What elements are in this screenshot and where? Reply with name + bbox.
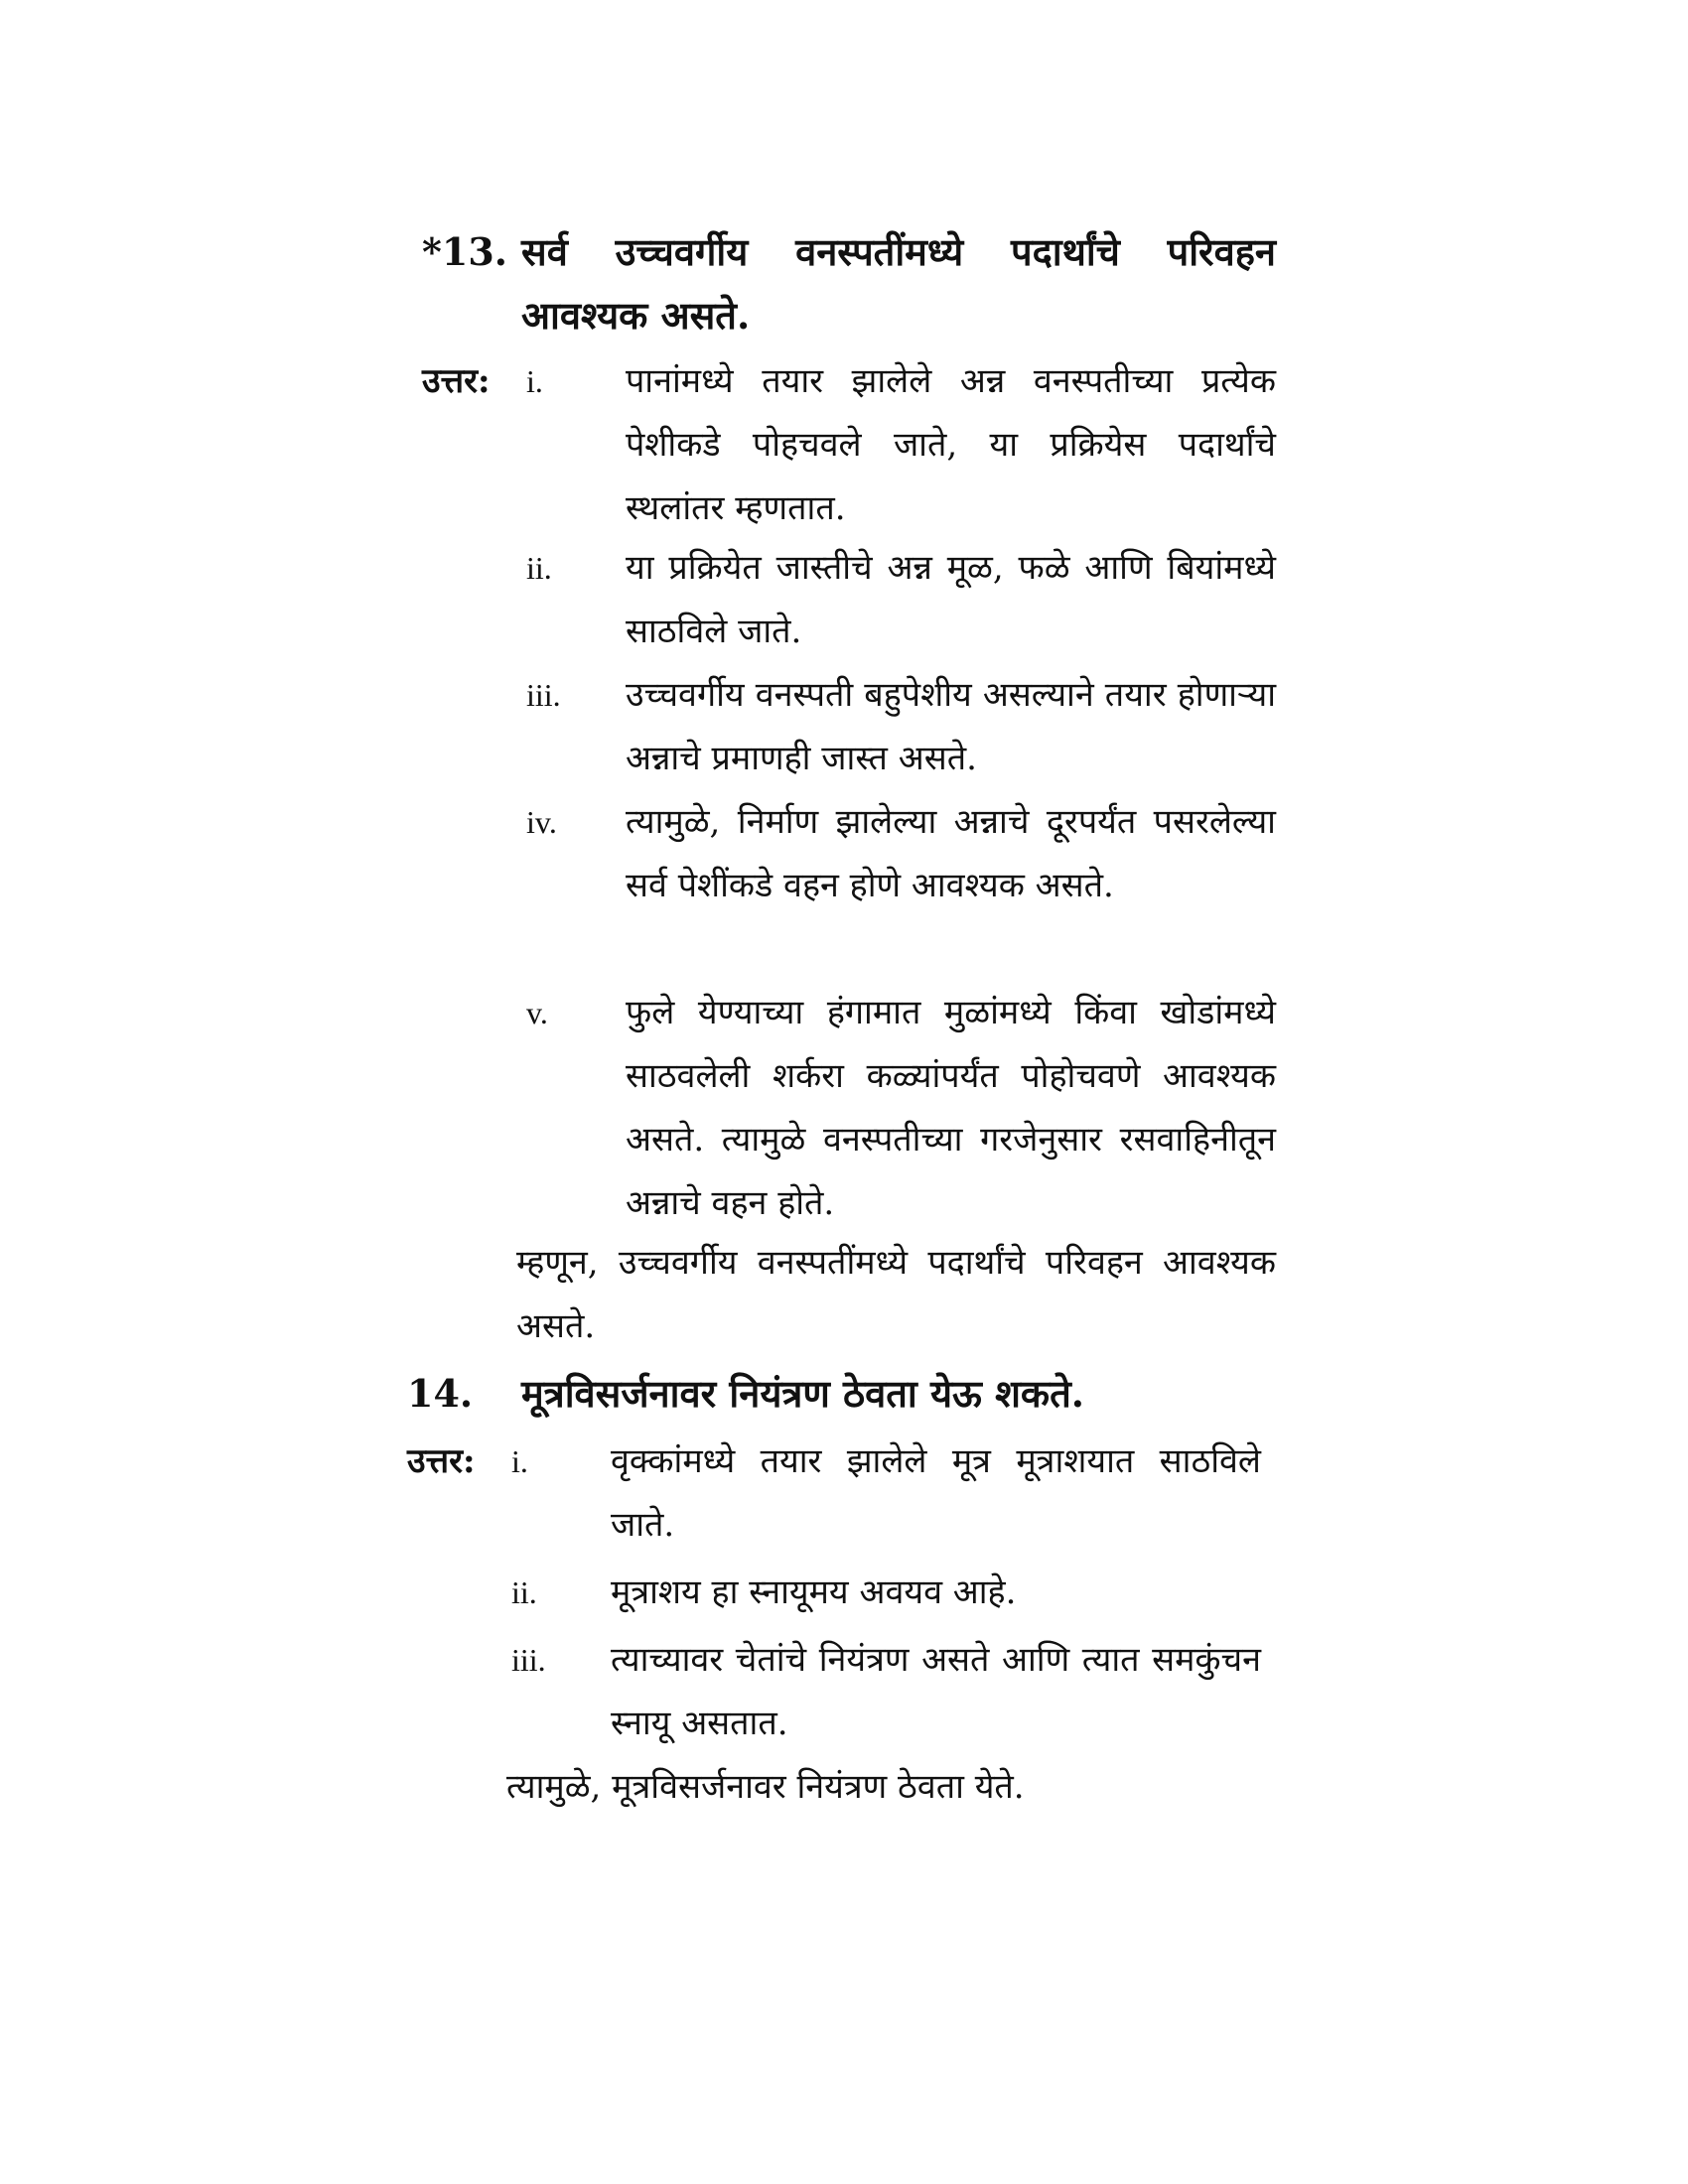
answer-item	[526, 663, 1276, 790]
question-title: सर्व उच्चवर्गीय वनस्पतींमध्ये पदार्थांचे परिवहन आवश्यक असते.	[521, 229, 1276, 338]
item-text: त्यामुळे, निर्माण झालेल्या अन्नाचे दूरपर्यंत पसरलेल्या सर्व पेशींकडे वहन होणे आवश्यक असते.	[626, 802, 1276, 905]
answer-item	[526, 536, 1276, 663]
answer-item	[407, 1430, 1261, 1557]
item-number: i.	[526, 363, 543, 399]
question-13	[422, 220, 1276, 347]
answer-item	[511, 1561, 1261, 1624]
answer-item	[526, 981, 1276, 1235]
item-text: या प्रक्रियेत जास्तीचे अन्न मूळ, फळे आणि बियांमध्ये साठविले जाते.	[626, 548, 1276, 651]
item-number: iii.	[511, 1642, 546, 1678]
answer-item	[511, 1628, 1261, 1755]
item-number: i.	[511, 1443, 528, 1479]
answer-conclusion: म्हणून, उच्चवर्गीय वनस्पतींमध्ये पदार्थांचे परिवहन आवश्यक असते.	[516, 1243, 1276, 1346]
question-title: मूत्रविसर्जनावर नियंत्रण ठेवता येऊ शकते.	[521, 1371, 1084, 1416]
item-number: v.	[526, 995, 548, 1030]
item-number: iv.	[526, 804, 557, 840]
answer-item	[422, 349, 1276, 540]
item-text: मूत्राशय हा स्नायूमय अवयव आहे.	[611, 1572, 1017, 1612]
item-text: फुले येण्याच्या हंगामात मुळांमध्ये किंवा खोडांमध्ये साठवलेली शर्करा कळ्यांपर्यंत पोहोचवणे आवश्यक असते. त्यामुळे वनस्पतीच्या गरजेनुसार रसवाहिनीतून अन्नाचे वहन होते.	[626, 993, 1276, 1223]
item-text: वृक्कांमध्ये तयार झालेले मूत्र मूत्राशयात साठविले जाते.	[611, 1441, 1261, 1545]
question-14	[407, 1362, 1261, 1426]
item-number: ii.	[526, 550, 552, 586]
item-text: उच्चवर्गीय वनस्पती बहुपेशीय असल्याने तयार होणाऱ्या अन्नाचे प्रमाणही जास्त असते.	[626, 675, 1276, 778]
answer-label: उत्तर:	[407, 1441, 476, 1481]
item-number: iii.	[526, 677, 561, 713]
answer-conclusion: त्यामुळे, मूत्रविसर्जनावर नियंत्रण ठेवता येते.	[506, 1767, 1025, 1807]
item-text: त्याच्यावर चेतांचे नियंत्रण असते आणि त्यात समकुंचन स्नायू असतात.	[611, 1640, 1261, 1743]
answer-label: उत्तर:	[422, 361, 491, 401]
item-text: पानांमध्ये तयार झालेले अन्न वनस्पतीच्या प्रत्येक पेशीकडे पोहचवले जाते, या प्रक्रियेस पदार्थांचे स्थलांतर म्हणतात.	[626, 361, 1276, 528]
question-number: *13.	[422, 229, 507, 274]
item-number: ii.	[511, 1574, 537, 1610]
answer-item	[526, 790, 1276, 917]
question-number: 14.	[407, 1371, 474, 1416]
